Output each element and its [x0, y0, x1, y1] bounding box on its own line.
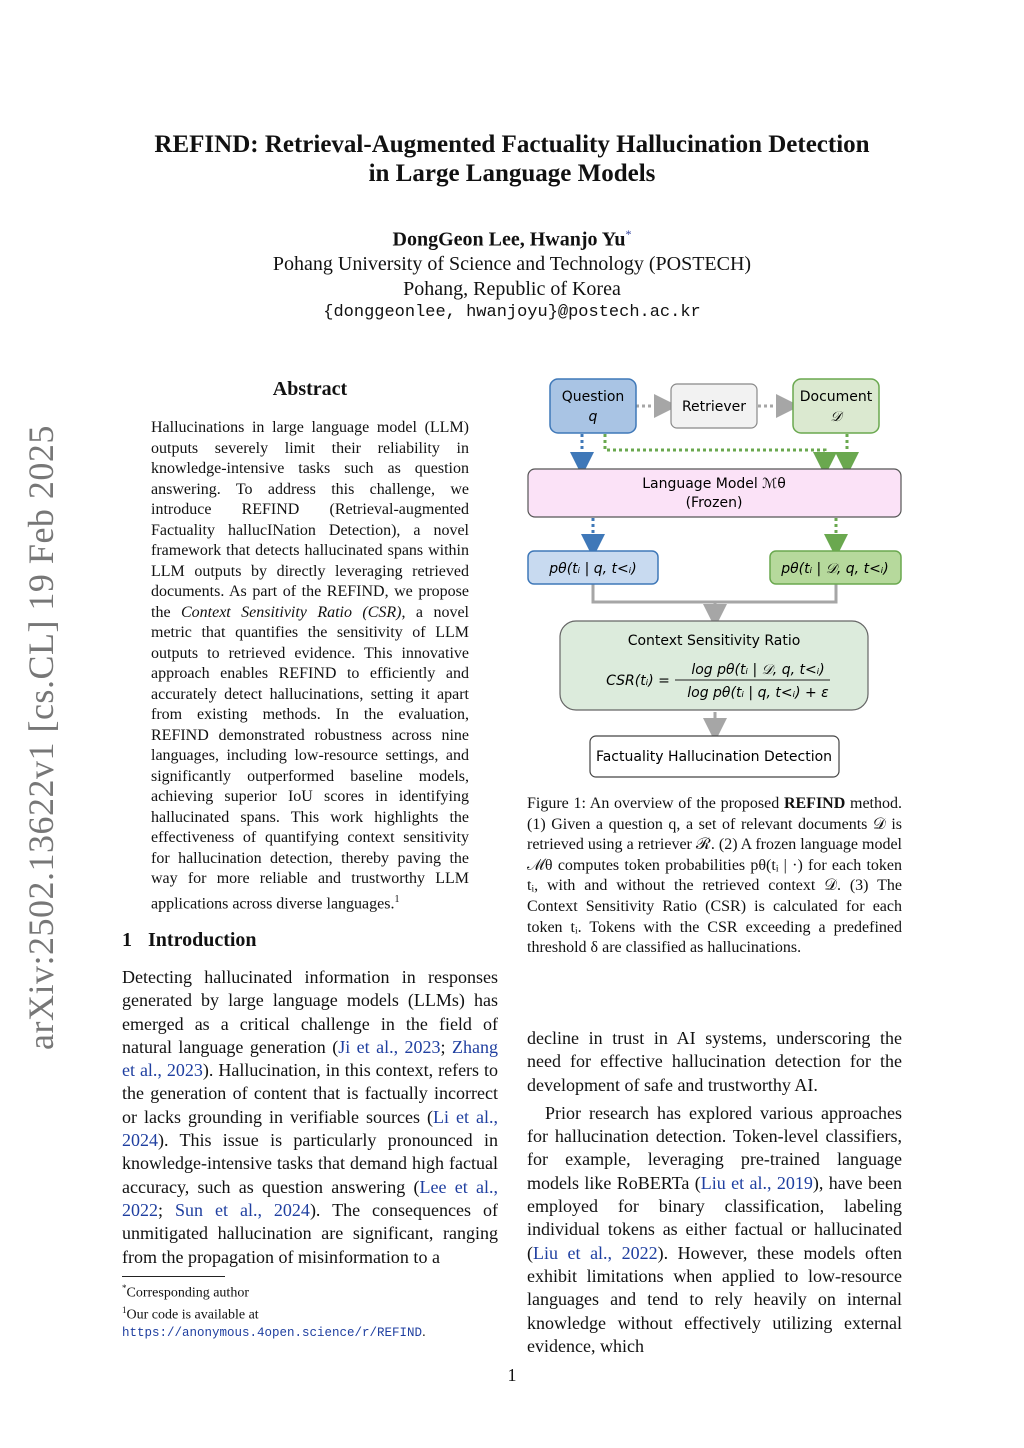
code-url-link[interactable]: https://anonymous.4open.science/r/REFIND	[122, 1326, 423, 1341]
footnote-corresponding: *Corresponding author	[122, 1283, 249, 1301]
svg-text:(Frozen): (Frozen)	[685, 495, 743, 511]
language-model-box	[528, 469, 901, 517]
abstract-body: Hallucinations in large language model (LLM) outputs severely limit their reliability in knowledge-intensive tasks such as question answering. To address this challenge, we introduce REFIND (Retrieval-augmented Factuality hallucINation Detection), a novel framework that detects hallucinated spans within LLM outputs by directly leveraging retrieved documents. As part of the REFIND, we propose the Context Sensitivity Ratio (CSR), a novel metric that quantifies the sensitivity of LLM outputs to retrieved evidence. This innovative approach enables REFIND to efficiently and accurately detect hallucinations, setting it apart from existing methods. In the evaluation, REFIND demonstrated robustness across nine languages, including low-resource settings, and significantly outperformed baseline models, achieving superior IoU scores in identifying hallucinated spans. This work highlights the effectiveness of quantifying context sensitivity for hallucination detection, thereby paving the way for more reliable and trustworthy LLM applications across diverse languages.$^1$	[151, 419, 469, 912]
citation-link[interactable]: Zhang et al., 2023	[122, 1036, 498, 1081]
emails: {donggeonlee, hwanjoyu}@postech.ac.kr	[323, 303, 701, 323]
paragraph: Prior research has explored various approaches for hallucination detection. Token-level classifiers, for example, leveraging pre-trained language models like RoBERTa (Liu et al., 2019), have been employed for binary classification, labeling individual tokens as either factual or hallucinated (Liu et al., 2022). However, these models often exhibit limitations when applied to low-resource languages and tend to rely heavily on internal knowledge without effectively utilizing external evidence, which	[527, 1102, 903, 1356]
location: Pohang, Republic of Korea	[403, 277, 621, 300]
svg-text:Factuality Hallucination Detec: Factuality Hallucination Detection	[595, 749, 833, 765]
svg-text:log pθ(tᵢ | 𝒟, q, t<ᵢ): log pθ(tᵢ | 𝒟, q, t<ᵢ)	[691, 662, 825, 678]
introduction-body: Detecting hallucinated information in responses generated by large language models (LLMs) has emerged as a critical challenge in the field of natural language generation (Ji et al., 2023; Zhang et al., 2023). Hallucination, in this context, refers to the generation of content that is factually incorrect or lacks grounding in verifiable sources (Li et al., 2024). This issue is particularly pronounced in knowledge-intensive tasks that demand high factual accuracy, such as question answering (Lee et al., 2022; Sun et al., 2024). The consequences of unmitigated hallucination are significant, ranging from the propagation of misinformation to a	[122, 967, 499, 1267]
svg-text:pθ(tᵢ | 𝒟, q, t<ᵢ): pθ(tᵢ | 𝒟, q, t<ᵢ)	[781, 561, 889, 577]
svg-text:𝒟: 𝒟	[830, 409, 842, 425]
merge-connector	[593, 584, 836, 602]
prob-with-context-box	[770, 551, 901, 584]
svg-text:log pθ(tᵢ | q, t<ᵢ) + ε: log pθ(tᵢ | q, t<ᵢ) + ε	[687, 685, 829, 701]
paragraph: decline in trust in AI systems, underscoring the need for effective hallucination detection for the development of safe and trustworthy AI.	[527, 1028, 902, 1095]
question-box	[550, 379, 636, 433]
footnote-divider	[122, 1276, 225, 1277]
figure-1	[520, 372, 910, 784]
affiliation: Pohang University of Science and Technology (POSTECH)	[272, 253, 752, 276]
footnotes	[122, 1280, 502, 1343]
citation-link[interactable]: Liu et al., 2019	[700, 1172, 813, 1193]
question-to-lm-context-arrow	[605, 434, 825, 464]
figure-caption: Figure 1: An overview of the proposed REFIND method. (1) Given a question q, a set of relevant documents 𝒟 is retrieved using a retriever ℛ. (2) A frozen language model ℳθ computes token probabilities pθ(tᵢ | ·) for each token tᵢ, with and without the retrieved context 𝒟. (3) The Context Sensitivity Ratio (CSR) is calculated for each token tᵢ. Tokens with the CSR exceeding a predefined threshold δ are classified as hallucinations.	[527, 795, 903, 957]
svg-text:Question: Question	[561, 389, 625, 405]
page-number: 1	[507, 1365, 517, 1385]
svg-text:Document: Document	[799, 389, 873, 405]
citation-link[interactable]: Li et al., 2024	[122, 1106, 498, 1151]
author-block	[0, 222, 1024, 326]
hallucination-detection-box	[590, 736, 839, 777]
svg-text:pθ(tᵢ | q, t<ᵢ): pθ(tᵢ | q, t<ᵢ)	[549, 561, 637, 577]
citation-link[interactable]: Sun et al., 2024	[174, 1199, 310, 1220]
arxiv-sidebar-id: arXiv:2502.13622v1 [cs.CL] 19 Feb 2025	[21, 425, 61, 1050]
corresponding-mark[interactable]: *	[625, 227, 632, 241]
footnote-ref[interactable]: 1	[394, 893, 400, 905]
svg-text:Retriever: Retriever	[681, 399, 747, 415]
right-column-body	[527, 1027, 902, 1358]
prob-without-context-box	[528, 551, 658, 584]
csr-box	[560, 621, 868, 710]
svg-text:Context Sensitivity Ratio: Context Sensitivity Ratio	[627, 633, 801, 649]
document-box	[793, 379, 879, 433]
retriever-box	[671, 384, 757, 428]
abstract-heading: Abstract	[272, 378, 348, 400]
citation-link[interactable]: Lee et al., 2022	[122, 1176, 498, 1220]
footnote-code: $^1$Our code is available at https://anonymous.4open.science/r/REFIND.	[122, 1305, 426, 1341]
paper-title	[0, 130, 1024, 188]
citation-link[interactable]: Ji et al., 2023	[338, 1036, 441, 1057]
svg-text:CSR(tᵢ) =: CSR(tᵢ) =	[606, 673, 670, 689]
title-line-2: in Large Language Models	[368, 160, 656, 187]
svg-text:Language Model ℳθ: Language Model ℳθ	[642, 476, 786, 492]
section-heading-introduction: 1 Introduction	[122, 929, 257, 951]
svg-text:q: q	[588, 409, 598, 425]
citation-link[interactable]: Liu et al., 2022	[533, 1242, 658, 1263]
title-line-1: REFIND: Retrieval-Augmented Factuality Hallucination Detection	[154, 131, 870, 158]
author-names: DongGeon Lee, Hwanjo Yu	[392, 228, 626, 251]
